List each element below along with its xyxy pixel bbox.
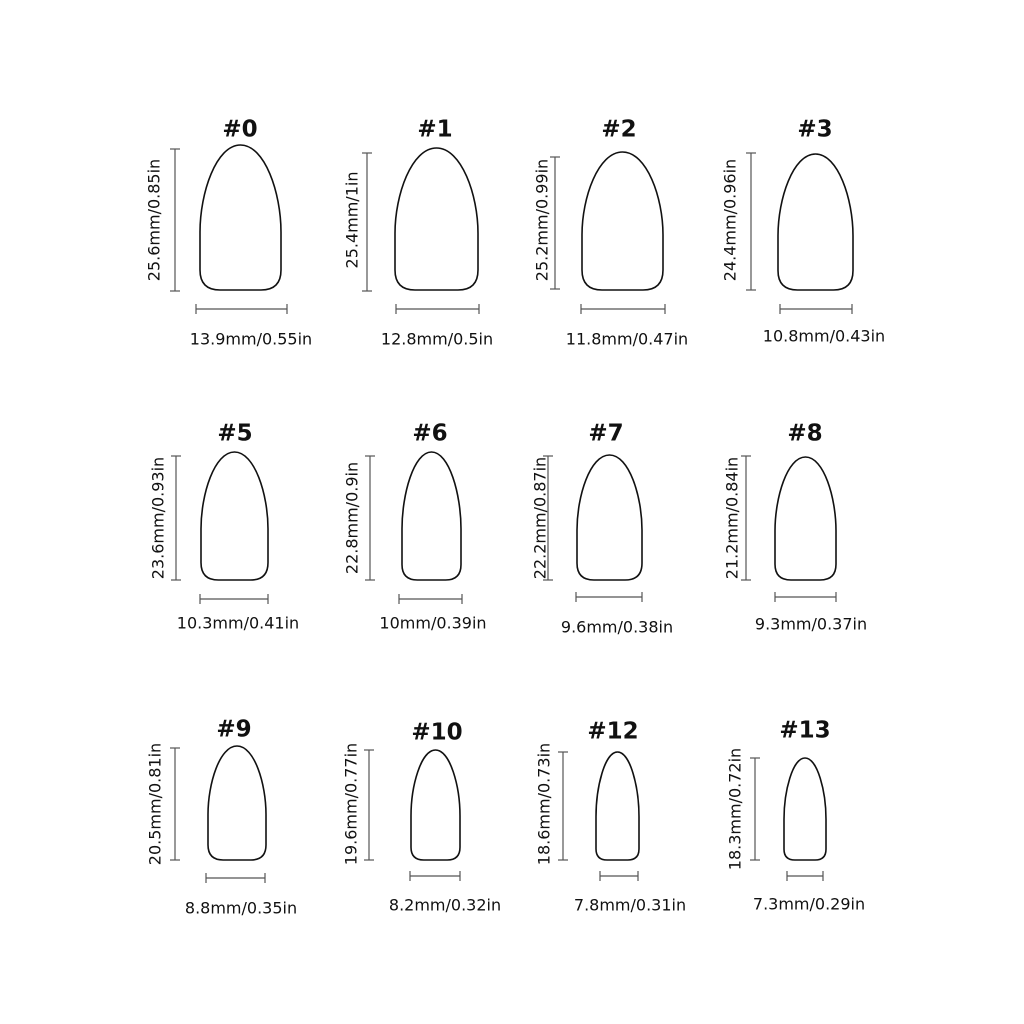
nail-length-label: 18.3mm/0.72in	[725, 747, 745, 871]
nail-width-label: 10.3mm/0.41in	[176, 613, 300, 633]
nail-width-label: 8.8mm/0.35in	[184, 898, 298, 918]
nail-width-label: 8.2mm/0.32in	[388, 895, 502, 915]
nail-width-label: 10mm/0.39in	[379, 613, 487, 633]
nail-length-label: 23.6mm/0.93in	[148, 456, 168, 580]
nail-length-label: 25.2mm/0.99in	[532, 158, 552, 282]
nail-size-label: #10	[411, 719, 463, 746]
nail-size-label: #12	[587, 718, 639, 745]
nail-length-label: 18.6mm/0.73in	[534, 742, 554, 866]
nail-size-label: #8	[787, 420, 823, 447]
nail-length-label: 25.4mm/1in	[342, 171, 362, 269]
nail-size-label: #0	[222, 116, 258, 143]
nail-width-label: 12.8mm/0.5in	[380, 329, 494, 349]
nail-length-label: 24.4mm/0.96in	[720, 158, 740, 282]
nail-width-label: 9.6mm/0.38in	[560, 617, 674, 637]
nail-width-label: 9.3mm/0.37in	[754, 614, 868, 634]
nail-size-label: #9	[216, 716, 252, 743]
nail-width-label: 10.8mm/0.43in	[762, 326, 886, 346]
nail-length-label: 22.2mm/0.87in	[530, 456, 550, 580]
nail-size-label: #3	[797, 116, 833, 143]
nail-length-label: 20.5mm/0.81in	[145, 742, 165, 866]
nail-size-label: #6	[412, 420, 448, 447]
nail-size-label: #7	[588, 420, 624, 447]
nail-width-label: 11.8mm/0.47in	[565, 329, 689, 349]
nail-length-label: 19.6mm/0.77in	[341, 742, 361, 866]
nail-size-label: #5	[217, 420, 253, 447]
nail-length-label: 22.8mm/0.9in	[342, 461, 362, 575]
nail-width-label: 13.9mm/0.55in	[189, 329, 313, 349]
nail-size-label: #1	[417, 116, 453, 143]
nail-width-label: 7.8mm/0.31in	[573, 895, 687, 915]
nail-length-label: 25.6mm/0.85in	[144, 158, 164, 282]
nail-size-label: #2	[601, 116, 637, 143]
nail-size-label: #13	[779, 717, 831, 744]
nail-width-label: 7.3mm/0.29in	[752, 894, 866, 914]
nail-length-label: 21.2mm/0.84in	[722, 456, 742, 580]
